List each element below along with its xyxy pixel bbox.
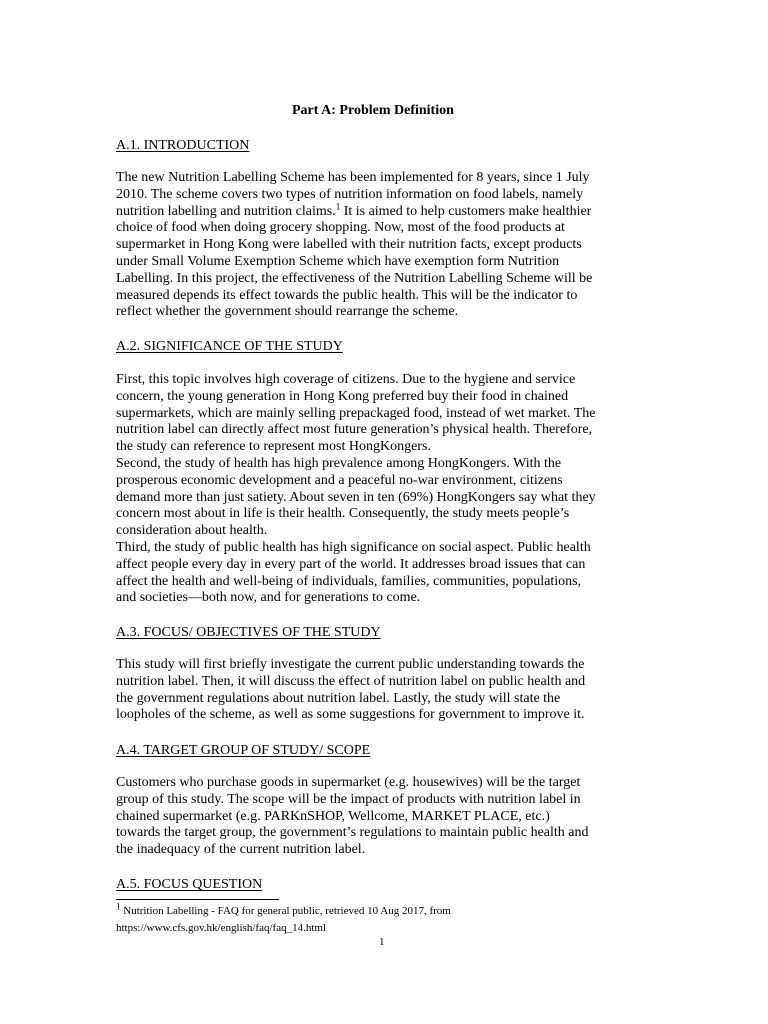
text-line: demand more than just satiety. About seven in ten (69%) HongKongers say what they	[116, 489, 596, 505]
text-line: towards the target group, the government’s regulations to maintain public health and	[116, 825, 589, 841]
text-line: group of this study. The scope will be the impact of products with nutrition label in	[116, 791, 581, 807]
text-line: prosperous economic development and a peaceful no-war environment, citizens	[116, 472, 563, 488]
section-heading-significance: A.2. SIGNIFICANCE OF THE STUDY	[116, 339, 343, 354]
text-segment: nutrition labelling and nutrition claims.	[116, 203, 336, 219]
footnote-text: Nutrition Labelling - FAQ for general public, retrieved 10 Aug 2017, from	[120, 905, 451, 917]
section-body-scope	[116, 775, 656, 859]
text-line: choice of food when doing grocery shopping. Now, most of the food products at	[116, 220, 565, 236]
text-line	[116, 200, 656, 221]
section-body-significance	[116, 372, 656, 607]
section-body-objectives	[116, 657, 656, 724]
text-line: the study can reference to represent most HongKongers.	[116, 439, 431, 455]
text-line: concern, the young generation in Hong Kong preferred buy their food in chained	[116, 388, 569, 404]
text-line: The new Nutrition Labelling Scheme has been implemented for 8 years, since 1 July	[116, 170, 590, 185]
text-line: Third, the study of public health has high significance on social aspect. Public health	[116, 539, 591, 555]
footnote-mark: 1	[116, 901, 121, 912]
text-line: Labelling. In this project, the effectiveness of the Nutrition Labelling Scheme will be	[116, 270, 593, 286]
footnote-link[interactable]: https://www.cfs.gov.hk/english/faq/faq_14.html	[116, 922, 326, 934]
page-number: 1	[379, 936, 385, 948]
text-line: Customers who purchase goods in supermarket (e.g. housewives) will be the target	[116, 775, 581, 790]
text-line: supermarket in Hong Kong were labelled with their nutrition facts, except products	[116, 237, 582, 253]
footnote-line	[116, 901, 451, 917]
page-title: Part A: Problem Definition	[292, 103, 454, 118]
section-body-introduction	[116, 170, 656, 321]
text-line: First, this topic involves high coverage of citizens. Due to the hygiene and service	[116, 372, 576, 387]
section-heading-objectives: A.3. FOCUS/ OBJECTIVES OF THE STUDY	[116, 625, 381, 640]
text-line: 2010. The scheme covers two types of nutrition information on food labels, namely	[116, 186, 584, 202]
text-line: and societies—both now, and for generations to come.	[116, 590, 421, 606]
text-line: Second, the study of health has high prevalence among HongKongers. With the	[116, 455, 562, 471]
footnote-separator	[116, 899, 279, 900]
text-line: the inadequacy of the current nutrition label.	[116, 842, 366, 858]
text-line: chained supermarket (e.g. PARKnSHOP, Wellcome, MARKET PLACE, etc.)	[116, 808, 550, 824]
text-line: measured depends its effect towards the public health. This will be the indicator to	[116, 287, 578, 303]
text-line: the government regulations about nutrition label. Lastly, the study will state the	[116, 690, 561, 706]
text-line: nutrition label. Then, it will discuss the effect of nutrition label on public health and	[116, 673, 586, 689]
section-heading-introduction: A.1. INTRODUCTION	[116, 138, 250, 153]
text-segment: It is aimed to help customers make healthier	[340, 203, 592, 219]
section-heading-scope: A.4. TARGET GROUP OF STUDY/ SCOPE	[116, 743, 371, 758]
text-line: under Small Volume Exemption Scheme which have exemption form Nutrition	[116, 253, 560, 269]
section-heading-focus-question: A.5. FOCUS QUESTION	[116, 877, 263, 892]
text-line: nutrition label can directly affect most future generation’s physical health. Therefore,	[116, 422, 593, 438]
text-line: consideration about health.	[116, 523, 268, 539]
text-line: supermarkets, which are mainly selling prepackaged food, instead of wet market. The	[116, 405, 596, 421]
footnote-reference: 1	[335, 200, 341, 211]
text-line: affect the health and well-being of individuals, families, communities, populations,	[116, 573, 582, 589]
text-line: concern most about in life is their health. Consequently, the study meets people’s	[116, 506, 570, 522]
text-line: reflect whether the government should rearrange the scheme.	[116, 304, 459, 320]
text-line: affect people every day in every part of the world. It addresses broad issues that can	[116, 556, 586, 572]
text-line: This study will first briefly investigate the current public understanding towards the	[116, 657, 585, 672]
text-line: loopholes of the scheme, as well as some suggestions for government to improve it.	[116, 707, 585, 723]
